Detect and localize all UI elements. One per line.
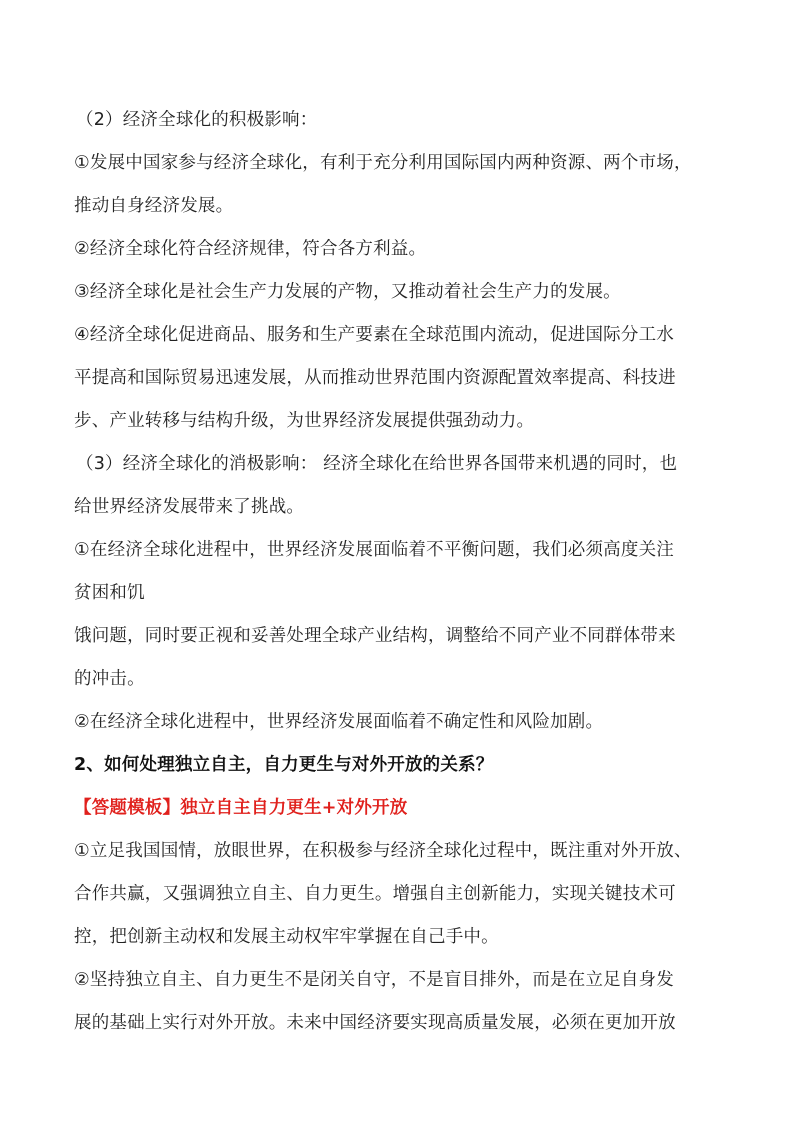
paragraph-line: ①立足我国国情，放眼世界，在积极参与经济全球化过程中，既注重对外开放、 [74, 841, 692, 861]
paragraph-line: 推动自身经济发展。 [74, 196, 234, 216]
paragraph-line: 展的基础上实行对外开放。未来中国经济要实现高质量发展，必须在更加开放 [74, 1013, 676, 1033]
paragraph-line: ②在经济全球化进程中，世界经济发展面临着不确定性和风险加剧。 [74, 712, 604, 732]
paragraph-line: ①在经济全球化进程中，世界经济发展面临着不平衡问题，我们必须高度关注 [74, 540, 674, 560]
paragraph-line: 控，把创新主动权和发展主动权牢牢掌握在自己手中。 [74, 927, 499, 947]
answer-template-heading: 【答题模板】独立自主自力更生+对外开放 [74, 798, 408, 818]
paragraph-line: 给世界经济发展带来了挑战。 [74, 497, 305, 517]
subheading-positive-impact: （2）经济全球化的积极影响： [76, 110, 318, 130]
paragraph-line: ①发展中国家参与经济全球化，有利于充分利用国际国内两种资源、两个市场， [74, 153, 692, 173]
paragraph-line: 贫困和饥 [74, 583, 145, 603]
paragraph-line: ②经济全球化符合经济规律，符合各方利益。 [74, 239, 427, 259]
paragraph-line: 合作共赢，又强调独立自主、自力更生。增强自主创新能力，实现关键技术可 [74, 884, 676, 904]
paragraph-line: 饿问题，同时要正视和妥善处理全球产业结构，调整给不同产业不同群体带来 [74, 626, 676, 646]
question-heading: 2、如何处理独立自主，自力更生与对外开放的关系？ [74, 755, 494, 775]
paragraph-line: ②坚持独立自主、自力更生不是闭关自守，不是盲目排外，而是在立足自身发 [74, 970, 674, 990]
paragraph-line: ③经济全球化是社会生产力发展的产物，又推动着社会生产力的发展。 [74, 282, 621, 302]
paragraph-line: 步、产业转移与结构升级，为世界经济发展提供强劲动力。 [74, 411, 535, 431]
paragraph-line: ④经济全球化促进商品、服务和生产要素在全球范围内流动，促进国际分工水 [74, 325, 674, 345]
paragraph-line: 的冲击。 [74, 669, 145, 689]
subheading-negative-impact: （3）经济全球化的消极影响： 经济全球化在给世界各国带来机遇的同时，也 [76, 454, 678, 474]
paragraph-line: 平提高和国际贸易迅速发展，从而推动世界范围内资源配置效率提高、科技进 [74, 368, 676, 388]
